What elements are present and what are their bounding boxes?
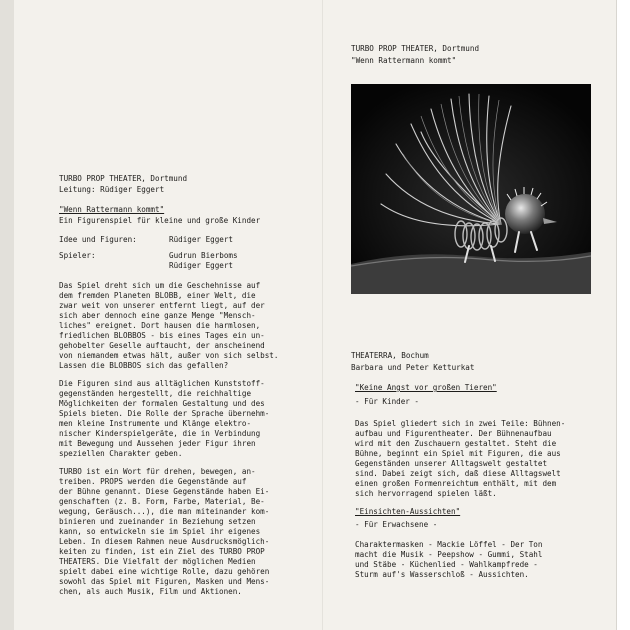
photo-caption-org: TURBO PROP THEATER, Dortmund xyxy=(351,44,480,53)
text-line: Bühne, beginnt ein Spiel mit Figuren, die aus xyxy=(355,449,561,458)
credit-role-players: Spieler: xyxy=(59,251,96,260)
text-line: sowohl das Spiel mit Figuren, Masken und Mens- xyxy=(59,577,270,586)
text-line: und Stäbe - Küchenlied - Wahlkampfrede - xyxy=(355,560,538,569)
left-org-heading: TURBO PROP THEATER, Dortmund xyxy=(59,174,188,183)
text-line: friedlichen BLOBBOS - bis eines Tages ein un- xyxy=(59,331,265,340)
text-line: THEATERS. Die Vielfalt der möglichen Medien xyxy=(59,557,256,566)
text-line: nischer Kinderspielgeräte, die in Verbindung xyxy=(59,429,261,438)
text-line: Die Figuren sind aus alltäglichen Kunststoff- xyxy=(59,379,265,388)
text-line: sich aber dennoch eine ganze Menge "Mensch- xyxy=(59,311,256,320)
text-line: mit Bewegung und Aussehen jeder Figur ihren xyxy=(59,439,256,448)
text-line: Gegenständen unserer Alltagswelt gestaltet xyxy=(355,459,548,468)
text-line: men kleine Instrumente und Klänge elektro- xyxy=(59,419,252,428)
text-line: Leben. In diesem Rahmen neue Ausdrucksmöglich- xyxy=(59,537,270,546)
text-line: Spiels bieten. Die Rolle der Sprache übernehm- xyxy=(59,409,270,418)
text-line: macht die Musik - Peepshow - Gummi, Stahl xyxy=(355,550,543,559)
left-play-title: "Wenn Rattermann kommt" xyxy=(59,205,165,214)
stage-photo xyxy=(351,84,591,294)
credit-name-idea: Rüdiger Eggert xyxy=(169,235,234,244)
credit-name-player-1: Gudrun Bierboms xyxy=(169,251,238,260)
right-audience: - Für Kinder - xyxy=(355,397,420,406)
credit-name-player-2: Rüdiger Eggert xyxy=(169,261,234,270)
text-line: Das Spiel dreht sich um die Geschehnisse auf xyxy=(59,281,261,290)
text-line: genschaften (z. B. Form, Farbe, Material, Be- xyxy=(59,497,265,506)
text-line: gehobelter Geselle auftaucht, der anscheinend xyxy=(59,341,265,350)
text-line: treiben. PROPS werden die Gegenstände auf xyxy=(59,477,247,486)
text-line: Das Spiel gliedert sich in zwei Teile: Bühnen- xyxy=(355,419,566,428)
left-play-subtitle: Ein Figurenspiel für kleine und große Kinder xyxy=(59,216,261,225)
text-line: dem fremden Planeten BLOBB, einer Welt, die xyxy=(59,291,256,300)
text-line: speziellen Charakter geben. xyxy=(59,449,183,458)
text-line: der Bühne genannt. Diese Gegenstände haben Ei- xyxy=(59,487,270,496)
right-performers: Barbara und Peter Ketturkat xyxy=(351,363,475,372)
text-line: Sturm auf's Wasserschloß - Aussichten. xyxy=(355,570,529,579)
center-fold xyxy=(322,0,323,630)
text-line: sind. Dabei zeigt sich, daß diese Alltagswelt xyxy=(355,469,561,478)
photo-caption-title: "Wenn Rattermann kommt" xyxy=(351,56,457,65)
right-play-title: "Keine Angst vor großen Tieren" xyxy=(355,383,497,392)
text-line: chen, als auch Musik, Film und Aktionen. xyxy=(59,587,242,596)
text-line: aufbau und Figurentheater. Der Bühnenaufbau xyxy=(355,429,552,438)
text-line: spielt dabei eine wichtige Rolle, dazu gehören xyxy=(59,567,270,576)
text-line: von niemandem etwas hält, außer von sich selbst. xyxy=(59,351,279,360)
page-binding-edge xyxy=(0,0,14,630)
text-line: zwar weit von unserer entfernt liegt, auf der xyxy=(59,301,265,310)
text-line: liches" ereignet. Dort hausen die harmlosen, xyxy=(59,321,261,330)
text-line: wird mit den Zuschauern gestaltet. Steht die xyxy=(355,439,557,448)
text-line: Lassen die BLOBBOS sich das gefallen? xyxy=(59,361,229,370)
text-line: gegenständen hergestellt, die reichhaltige xyxy=(59,389,252,398)
text-line: Möglichkeiten der formalen Gestaltung und des xyxy=(59,399,265,408)
right-play-title-2: "Einsichten-Aussichten" xyxy=(355,507,461,516)
text-line: keiten zu finden, ist ein Ziel des TURBO PROP xyxy=(59,547,265,556)
text-line: binieren und zueinander in Beziehung setzen xyxy=(59,517,256,526)
left-director-line: Leitung: Rüdiger Eggert xyxy=(59,185,165,194)
page-right-edge xyxy=(616,0,630,630)
right-org-heading: THEATERRA, Bochum xyxy=(351,351,429,360)
text-line: TURBO ist ein Wort für drehen, bewegen, an- xyxy=(59,467,256,476)
right-audience-2: - Für Erwachsene - xyxy=(355,520,438,529)
creature-figure-image xyxy=(351,84,591,294)
credit-role-idea: Idee und Figuren: xyxy=(59,235,137,244)
text-line: wegung, Geräusch...), die man miteinander kom- xyxy=(59,507,270,516)
text-line: Charaktermasken - Mackie Löffel - Der Ton xyxy=(355,540,543,549)
text-line: einen großen Formenreichtum enthält, mit dem xyxy=(355,479,557,488)
text-line: sich hervorragend spielen läßt. xyxy=(355,489,497,498)
text-line: kann, so entwickeln sie im Spiel ihr eigenes xyxy=(59,527,261,536)
